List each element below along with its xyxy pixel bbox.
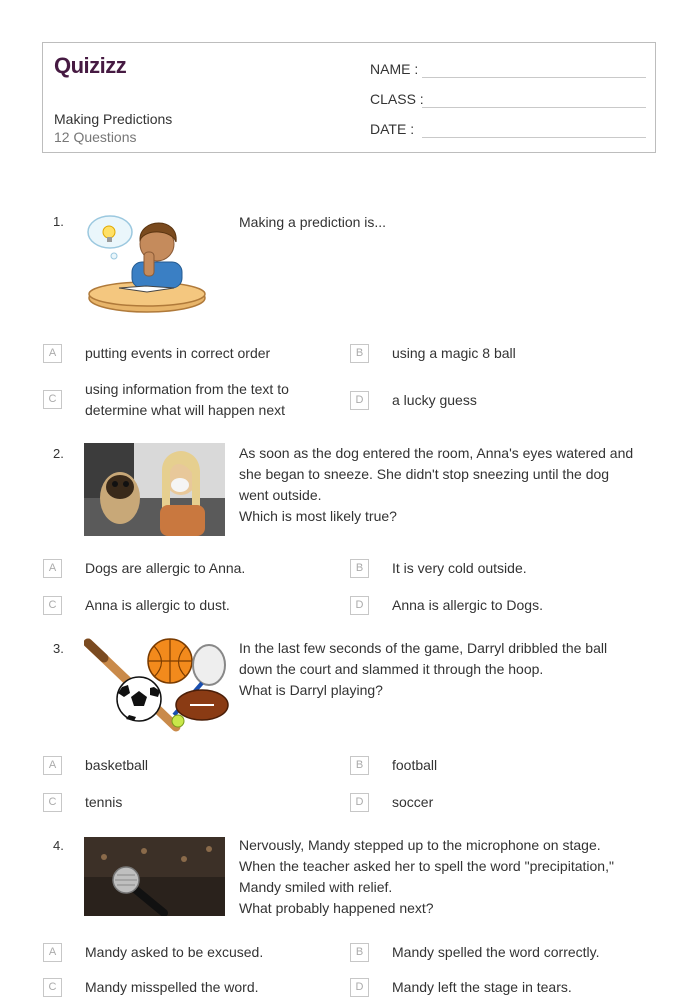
question-number: 2.: [53, 446, 64, 461]
worksheet-header: [42, 42, 656, 153]
option-letter: C: [43, 596, 62, 615]
question-text-line: Mandy smiled with relief.: [239, 879, 393, 895]
option-letter: A: [43, 756, 62, 775]
question-number: 3.: [53, 641, 64, 656]
date-line: [422, 137, 646, 138]
option-letter: B: [350, 943, 369, 962]
option-text: a lucky guess: [392, 392, 477, 408]
option-text: football: [392, 757, 438, 773]
microphone-image: [84, 837, 225, 916]
name-line: [422, 77, 646, 78]
question-text: [239, 212, 659, 233]
class-label: CLASS :: [370, 91, 424, 107]
question-text-line: Making a prediction is...: [239, 214, 387, 230]
question-text: [239, 835, 659, 919]
option-text: using a magic 8 ball: [392, 345, 516, 361]
question-text-line: she began to sneeze. She didn't stop sneezing until the dog: [239, 466, 610, 482]
option-text: Dogs are allergic to Anna.: [85, 560, 246, 576]
option-letter: D: [350, 391, 369, 410]
option-letter: B: [350, 756, 369, 775]
option-letter: D: [350, 978, 369, 997]
option-letter: B: [350, 344, 369, 363]
question-text-line: What is Darryl playing?: [239, 682, 383, 698]
question-text-line: went outside.: [239, 487, 322, 503]
option-text: Anna is allergic to dust.: [85, 597, 230, 613]
option-text: putting events in correct order: [85, 345, 271, 361]
question-text-line: Nervously, Mandy stepped up to the microphone on stage.: [239, 837, 601, 853]
question-text-line: When the teacher asked her to spell the word "precipitation,": [239, 858, 614, 874]
name-label: NAME :: [370, 61, 419, 77]
option-text: soccer: [392, 794, 434, 810]
sports-balls-image: [84, 637, 229, 735]
question-count: 12 Questions: [54, 129, 137, 145]
date-label: DATE :: [370, 121, 415, 137]
woman-sneezing-image: [84, 443, 225, 536]
option-text: Mandy spelled the word correctly.: [392, 944, 600, 960]
option-text: Anna is allergic to Dogs.: [392, 597, 543, 613]
option-letter: D: [350, 596, 369, 615]
option-letter: D: [350, 793, 369, 812]
question-number: 4.: [53, 838, 64, 853]
option-text: Mandy left the stage in tears.: [392, 979, 572, 995]
option-text: basketball: [85, 757, 149, 773]
question-text: [239, 638, 659, 701]
question-text-line: Which is most likely true?: [239, 508, 397, 524]
boy-thinking-image: [84, 210, 209, 318]
option-letter: A: [43, 344, 62, 363]
question-number: 1.: [53, 214, 64, 229]
option-text: determine what will happen next: [85, 402, 286, 418]
option-text: Mandy misspelled the word.: [85, 979, 259, 995]
option-letter: A: [43, 559, 62, 578]
option-letter: C: [43, 978, 62, 997]
quizizz-logo: Quizizz: [54, 53, 127, 78]
question-text: [239, 443, 659, 527]
question-text-line: What probably happened next?: [239, 900, 434, 916]
option-text: It is very cold outside.: [392, 560, 527, 576]
option-letter: C: [43, 793, 62, 812]
class-line: [422, 107, 646, 108]
worksheet-title: Making Predictions: [54, 111, 173, 127]
question-text-line: As soon as the dog entered the room, Anna's eyes watered and: [239, 445, 634, 461]
option-text: Mandy asked to be excused.: [85, 944, 264, 960]
option-text: using information from the text to: [85, 381, 289, 397]
question-text-line: In the last few seconds of the game, Darryl dribbled the ball: [239, 640, 608, 656]
option-text: tennis: [85, 794, 123, 810]
option-letter: C: [43, 390, 62, 409]
option-letter: B: [350, 559, 369, 578]
question-text-line: down the court and slammed it through the hoop.: [239, 661, 544, 677]
option-letter: A: [43, 943, 62, 962]
